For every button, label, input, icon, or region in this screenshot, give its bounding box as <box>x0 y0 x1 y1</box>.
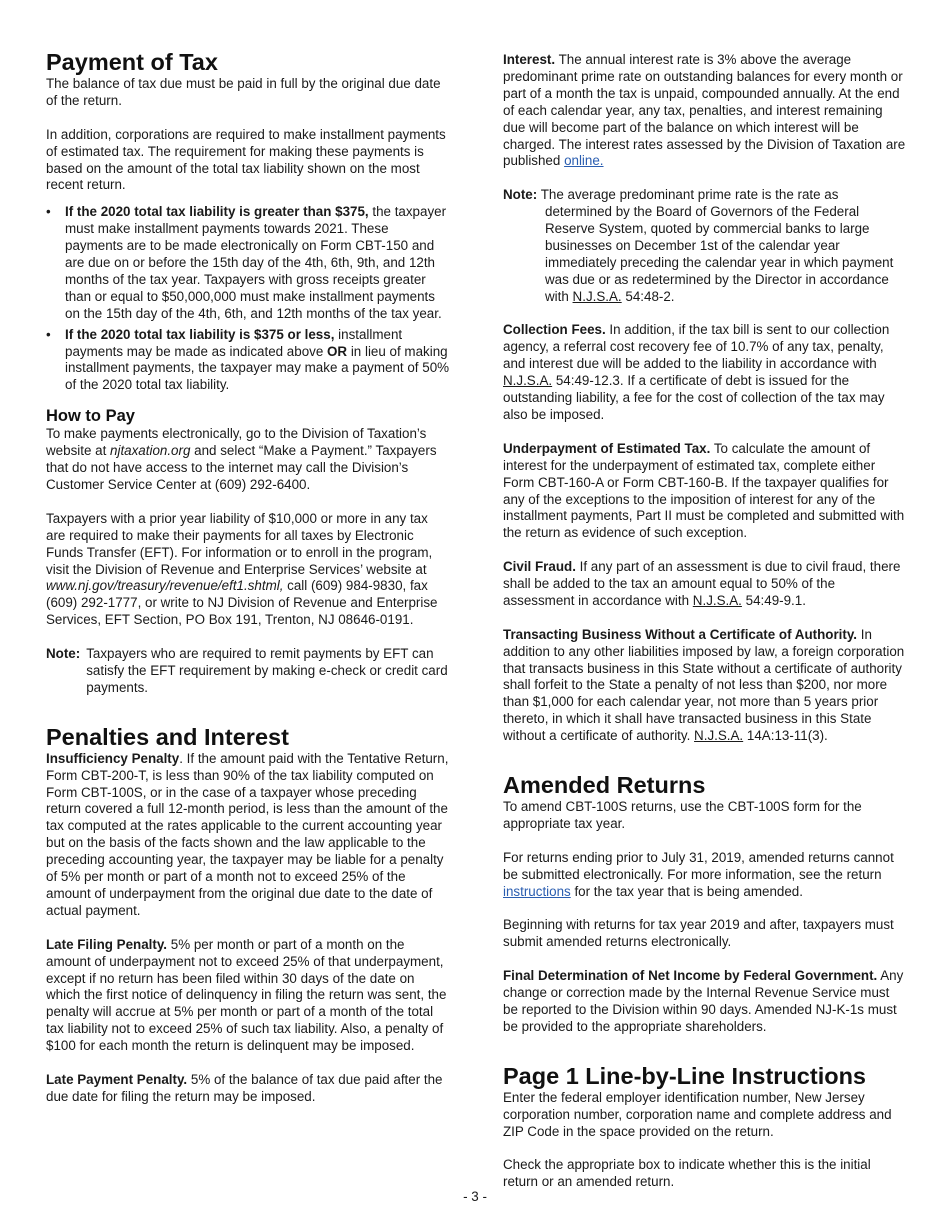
note-label: Note: <box>503 187 538 203</box>
civil-fraud-cite-rest: 54:49-9.1. <box>741 592 806 608</box>
payment-of-tax-heading: Payment of Tax <box>46 49 218 75</box>
underpayment-paragraph <box>503 441 907 542</box>
bullet-2-text-1: installment payments may be made as indicated above <box>65 326 403 359</box>
list-item <box>46 204 450 322</box>
final-determination-bold: Final Determination of Net Income by Federal Government. <box>503 968 878 984</box>
how-to-pay-p1-text: To make payments electronically, go to the Division of Taxation’s website at <box>46 426 427 459</box>
interest-paragraph <box>503 52 907 170</box>
underpayment-text: To calculate the amount of interest for the underpayment of estimated tax, complete either Form CBT-160-A or Form CBT-160-B. If the taxpayer qualifies for any of the exceptions to the imposition of interest for any of the installment payments, Part II must be completed and submitted with the return as evidence of such exception. <box>503 440 905 541</box>
installment-bullet-list <box>46 204 450 394</box>
instructions-link[interactable]: instructions <box>503 883 571 899</box>
civil-fraud-paragraph <box>503 559 907 610</box>
bullet-2-or: OR <box>327 343 348 359</box>
late-payment-bold: Late Payment Penalty. <box>46 1071 188 1087</box>
left-column <box>46 48 450 1106</box>
transacting-text: In addition to any other liabilities imposed by law, a foreign corporation that transacts business in this State without a certificate of authority shall forfeit to the State a penalty of not less than $200, nor more than $1,000 for each calendar year, not more than 5 years prior thereto, in which it shall have transacted business in this State without a certificate of authority. <box>503 626 905 744</box>
late-payment-paragraph <box>46 1072 450 1106</box>
how-to-pay-paragraph-1 <box>46 426 450 494</box>
eft-text-1: Taxpayers with a prior year liability of $10,000 or more in any tax are required to make their payments for all taxes by Electronic Funds Transfer (EFT). For information or to enroll in the program, visit the Division of Revenue and Enterprise Services’ website at <box>46 510 433 577</box>
amended-p2-text-2: for the tax year that is being amended. <box>570 883 803 899</box>
amended-paragraph-1: To amend CBT-100S returns, use the CBT-100S form for the appropriate tax year. <box>503 799 862 831</box>
collection-bold: Collection Fees. <box>503 322 606 338</box>
page-number: - 3 - <box>463 1189 487 1204</box>
right-column <box>503 52 907 1191</box>
njsa-citation: N.J.S.A. <box>694 728 744 744</box>
bullet-icon: • <box>46 204 51 220</box>
late-filing-text: 5% per month or part of a month on the amount of underpayment not to exceed 25% of that underpayment, except if no return has been filed within 30 days of the date on which the first notice of delinquency in filing the return was sent, the penalty will accrue at 5% per month or part of a month of the total tax liability not to exceed 25% of such tax liability. Also, a penalty of $100 for each month the return is delinquent may be imposed. <box>46 936 447 1054</box>
payment-paragraph-1: The balance of tax due must be paid in full by the original due date of the return. <box>46 76 441 108</box>
late-filing-paragraph <box>46 937 450 1055</box>
bullet-1-bold: If the 2020 total tax liability is greater than $375, <box>65 204 369 220</box>
amended-paragraph-2 <box>503 850 907 901</box>
transacting-business-paragraph <box>503 627 907 745</box>
amended-paragraph-3: Beginning with returns for tax year 2019 and after, taxpayers must submit amended returns electronically. <box>503 917 894 950</box>
how-to-pay-p1-text-2: and select “Make a Payment.” Taxpayers that do not have access to the internet may call the Division’s Customer Service Center at (609) 292-6400. <box>46 443 437 493</box>
njsa-citation: N.J.S.A. <box>503 373 553 389</box>
amended-returns-heading: Amended Returns <box>503 772 706 799</box>
transacting-bold: Transacting Business Without a Certificate of Authority. <box>503 626 858 642</box>
njsa-citation: N.J.S.A. <box>572 288 622 304</box>
how-to-pay-heading: How to Pay <box>46 407 135 426</box>
penalties-heading: Penalties and Interest <box>46 723 289 750</box>
eft-site: www.nj.gov/treasury/revenue/eft1.shtml, <box>46 578 284 594</box>
bullet-2-bold: If the 2020 total tax liability is $375 or less, <box>65 326 335 342</box>
bullet-1-text: the taxpayer must make installment payments towards 2021. These payments are to be made electronically on Form CBT-150 and are due on or before the 15th day of the 4th, 6th, 9th, and 12th months of the tax year. Taxpayers with gross receipts greater than or equal to $50,000,000 must make installment payments on the 15th day of the 4th, 6th, and 12th months of the tax year. <box>65 204 447 321</box>
list-item <box>46 327 450 395</box>
prime-note-text: The average predominant prime rate is the rate as determined by the Board of Governors of the Federal Reserve System, quoted by commercial banks to large businesses on December 1st of the calendar year immediately preceding the calendar year in which payment was due or as redetermined by the Director in accordance with <box>537 187 894 304</box>
collection-text-2: 54:49-12.3. If a certificate of debt is issued for the outstanding liability, a fee for the cost of collection of the tax may also be imposed. <box>503 373 885 422</box>
civil-fraud-text: If any part of an assessment is due to civil fraud, there shall be added to the tax an amount equal to 50% of the assessment in accordance with <box>503 559 901 608</box>
late-payment-text: 5% of the balance of tax due paid after the due date for filing the return may be imposed. <box>46 1071 443 1104</box>
line-by-line-heading: Page 1 Line-by-Line Instructions <box>503 1062 866 1089</box>
late-filing-bold: Late Filing Penalty. <box>46 936 168 952</box>
collection-text-1: In addition, if the tax bill is sent to our collection agency, a referral cost recovery fee of 10.7% of any tax, penalty, and interest due will be added to the liability in accordance with <box>503 322 890 372</box>
line-by-line-paragraph-2: Check the appropriate box to indicate whether this is the initial return or an amended return. <box>503 1157 871 1190</box>
insufficiency-bold: Insufficiency Penalty <box>46 750 180 766</box>
njtaxation-site: njtaxation.org <box>110 443 191 459</box>
bullet-icon: • <box>46 326 51 342</box>
final-determination-paragraph <box>503 968 907 1036</box>
how-to-pay-paragraph-2 <box>46 511 450 629</box>
interest-bold: Interest. <box>503 52 556 67</box>
online-link[interactable]: online. <box>564 153 604 169</box>
insufficiency-text: . If the amount paid with the Tentative Return, Form CBT-200-T, is less than 90% of the tax liability computed on Form CBT-100S, or in the case of a taxpayer whose preceding return covered a full 12-month period, is less than the amount of the tax computed at the rates applicable to the current accounting year but on the basis of the facts shown and the law applicable to the preceding accounting year, the taxpayer may be liable for a penalty of 5% per month or part of a month not to exceed 25% of the amount of underpayment from the original due date to the date of actual payment. <box>46 750 449 918</box>
prime-rate-note <box>503 187 907 305</box>
line-by-line-paragraph-1: Enter the federal employer identification number, New Jersey corporation number, corporation name and complete address and ZIP Code in the space provided on the return. <box>503 1089 892 1139</box>
bullet-2-text-2: in lieu of making installment payments, the taxpayer may make a payment of 50% of the 2020 total tax liability. <box>65 343 450 393</box>
interest-text: The annual interest rate is 3% above the average predominant prime rate on outstanding balances for every month or part of a month the tax is unpaid, compounded annually. At the end of each calendar year, any tax, penalties, and interest remaining due will become part of the balance on which interest will be charged. The interest rates assessed by the Division of Taxation are published <box>503 52 906 169</box>
njsa-citation: N.J.S.A. <box>692 592 742 608</box>
eft-note <box>46 646 450 697</box>
prime-note-cite-rest: 54:48-2. <box>621 288 675 304</box>
insufficiency-penalty-paragraph <box>46 751 450 920</box>
collection-fees-paragraph <box>503 322 907 423</box>
eft-text-2: call (609) 984-9830, fax (609) 292-1777, or write to NJ Division of Revenue and Enterprise Services, EFT Section, PO Box 191, Trenton, NJ 08646-0191. <box>46 578 438 628</box>
note-text: Taxpayers who are required to remit payments by EFT can satisfy the EFT requirement by making e-check or credit card payments. <box>86 646 448 695</box>
payment-paragraph-2: In addition, corporations are required to make installment payments of estimated tax. The requirement for making these payments is based on the amount of the total tax liability shown on the most recent return. <box>46 126 446 193</box>
note-label: Note: <box>46 646 81 662</box>
amended-p2-text-1: For returns ending prior to July 31, 2019, amended returns cannot be submitted electronically. For more information, see the return <box>503 849 894 882</box>
transacting-cite-rest: 14A:13-11(3). <box>743 728 828 744</box>
civil-fraud-bold: Civil Fraud. <box>503 559 576 575</box>
final-determination-text: Any change or correction made by the Internal Revenue Service must be reported to the Division within 90 days. Amended NJ-K-1s must be provided to the appropriate shareholders. <box>503 968 904 1034</box>
underpayment-bold: Underpayment of Estimated Tax. <box>503 440 711 456</box>
